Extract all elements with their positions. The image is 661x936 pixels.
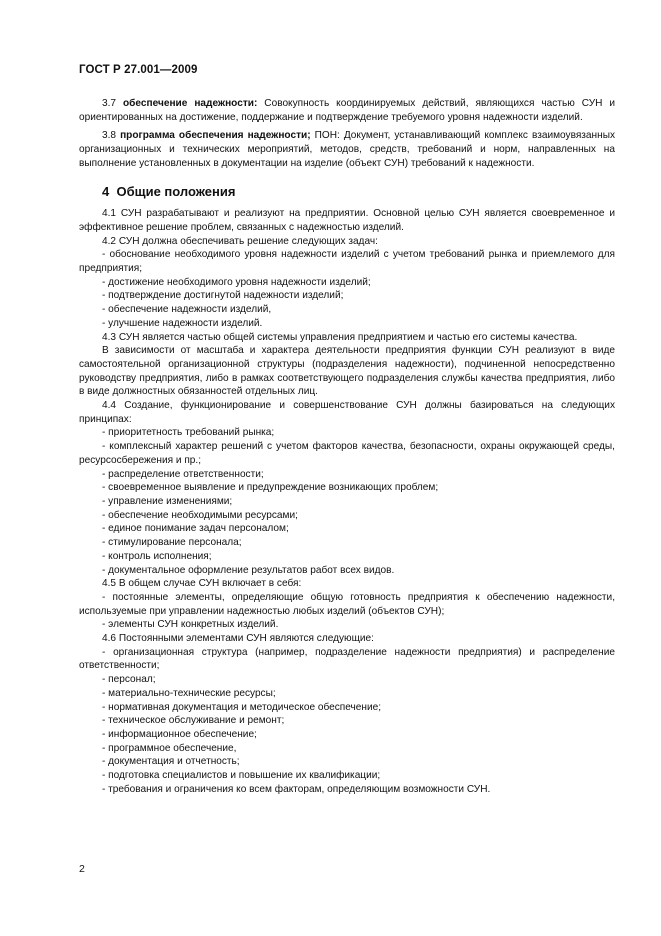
paragraph-4-3-continued: В зависимости от масштаба и характера деятельности предприятия функции СУН реализуют в виде самостоятельной организационной структуры (подразделения надежности), подчиненной непосредственно руководству предприятия, либо в рамках соответствующего подразделения службы качества предприятия, либо в виде должностных обязанностей отдельных лиц. [79,345,615,398]
list-item: - контроль исполнения; [102,550,212,562]
clause-number: 3.7 [102,98,117,109]
list-item: - документальное оформление результатов работ всех видов. [102,564,395,576]
list-item: - достижение необходимого уровня надежности изделий; [102,276,371,288]
list-item: - стимулирование персонала; [102,537,242,549]
paragraph-4-1: 4.1 СУН разрабатывают и реализуют на предприятии. Основной целью СУН является своевременное и эффективное решение проблем, связанных с надежностью изделий. [79,208,615,233]
list-item: - нормативная документация и методическое обеспечение; [102,701,382,713]
definition-text: Совокупность координируемых действий, являющихся частью СУН и ориентированных на достижение, поддержание и подтверждение требуемого уровня надежности изделий. [79,98,615,123]
paragraph-4-4: 4.4 Создание, функционирование и совершенствование СУН должны базироваться на следующих принципах: [79,400,615,425]
list-item: - документация и отчетность; [102,756,240,768]
list-item: - информационное обеспечение; [102,728,257,740]
section-title: Общие положения [116,183,236,199]
list-item: - техническое обслуживание и ремонт; [102,715,285,727]
list-item: - управление изменениями; [102,495,233,507]
section-heading [102,185,615,199]
definition-3-7 [79,97,615,124]
list-item: - обеспечение необходимыми ресурсами; [102,509,298,521]
section-number: 4 [102,183,110,199]
definition-text: ПОН: Документ, устанавливающий комплекс взаимоувязанных организационных и технических мероприятий, методов, средств, требований и норм, направленных на выполнение установленных в документации на изделие (объект СУН) требований к надежности. [79,130,616,169]
page-body [79,97,615,796]
list-item: - единое понимание задач персоналом; [102,523,289,535]
list-item: - элементы СУН конкретных изделий. [102,619,279,631]
list-item: - обеспечение надежности изделий, [102,304,272,316]
document-header: ГОСТ Р 27.001—2009 [79,64,198,76]
list-item: - подтверждение достигнутой надежности изделий; [102,290,344,302]
list-item: - улучшение надежности изделий. [102,317,263,329]
list-item: - комплексный характер решений с учетом факторов качества, безопасности, охраны окружающей среды, ресурсосбережения и пр.; [79,441,615,466]
paragraph-4-3: 4.3 СУН является частью общей системы управления предприятием и частью его системы качества. [102,331,578,343]
list-item: - организационная структура (например, подразделение надежности предприятия) и распределение ответственности; [79,646,615,672]
list-item: - программное обеспечение, [102,742,237,754]
list-item: - обоснование необходимого уровня надежности изделий с учетом требований рынка и приемлемого для предприятия; [79,249,615,275]
term: обеспечение надежности: [123,98,258,109]
list-item: - подготовка специалистов и повышение их квалификации; [102,770,381,782]
list-item: - своевременное выявление и предупреждение возникающих проблем; [102,482,439,494]
list-item: - приоритетность требований рынка; [102,427,275,439]
paragraph-4-6: 4.6 Постоянными элементами СУН являются следующие: [102,633,374,645]
list-item: - распределение ответственности; [102,468,264,480]
definition-3-8 [79,129,615,170]
clause-number: 3.8 [102,130,117,142]
list-item: - постоянные элементы, определяющие общую готовность предприятия к обеспечению надежности, используемые при управлении надежностью любых изделий (объектов СУН); [79,591,615,617]
page-number: 2 [79,863,85,875]
list-item: - материально-технические ресурсы; [102,687,276,699]
paragraph-4-2: 4.2 СУН должна обеспечивать решение следующих задач: [102,235,378,247]
term: программа обеспечения надежности; [120,130,311,142]
list-item: - требования и ограничения ко всем факторам, определяющим возможности СУН. [102,783,491,795]
paragraph-4-5: 4.5 В общем случае СУН включает в себя: [102,578,302,590]
list-item: - персонал; [102,674,156,686]
